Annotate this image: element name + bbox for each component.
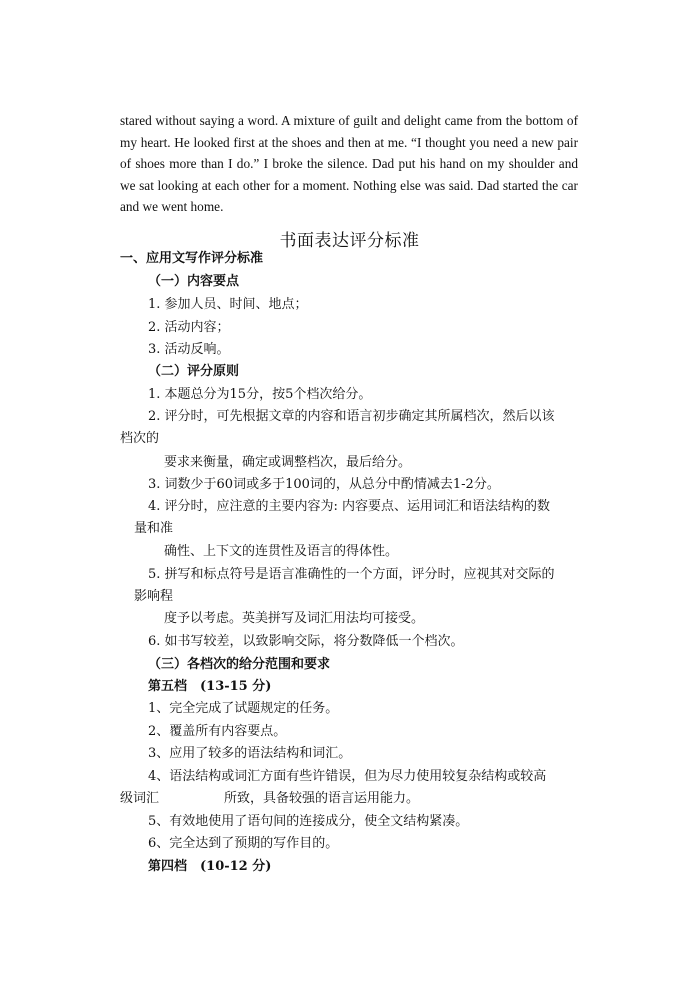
principle-item-continuation: 影响程 xyxy=(134,589,174,604)
level-five-item: 2、覆盖所有内容要点。 xyxy=(148,724,287,739)
level-five-item: 1、完全完成了试题规定的任务。 xyxy=(148,701,339,716)
principle-item: 4. 评分时，应注意的主要内容为: 内容要点、运用词汇和语法结构的数 xyxy=(148,499,551,514)
subheading-scoring-principles: （二）评分原则 xyxy=(148,364,240,379)
content-point-item: 3. 活动反响。 xyxy=(148,342,230,357)
principle-item-continuation: 量和准 xyxy=(134,521,174,536)
level-four-label: 第四档 (10-12 分) xyxy=(148,859,272,874)
principle-item: 2. 评分时，可先根据文章的内容和语言初步确定其所属档次，然后以该 xyxy=(148,409,555,424)
principle-item: 1. 本题总分为15分，按5个档次给分。 xyxy=(148,387,372,402)
principle-item-continuation: 确性、上下文的连贯性及语言的得体性。 xyxy=(164,544,399,559)
level-five-label: 第五档 (13-15 分) xyxy=(148,679,272,694)
story-paragraph: stared without saying a word. A mixture of guilt and delight came from the bottom of my heart. He looked first at the shoes and then at me. “I thought you need a new pair of shoes more than I do.” I broke the silence. Dad put his hand on my shoulder and we sat looking at each other for a moment. Nothing else was said. Dad started the car and we went home. xyxy=(120,113,578,215)
level-five-item: 4、语法结构或词汇方面有些许错误，但为尽力使用较复杂结构或较高 xyxy=(148,769,547,784)
principle-item: 6. 如书写较差，以致影响交际，将分数降低一个档次。 xyxy=(148,634,464,649)
level-five-item: 3、应用了较多的语法结构和词汇。 xyxy=(148,746,352,761)
principle-item-continuation: 度予以考虑。英美拼写及词汇用法均可接受。 xyxy=(164,611,425,626)
level-five-item: 5、有效地使用了语句间的连接成分，使全文结构紧凑。 xyxy=(148,814,469,829)
section-heading-practical-writing: 一、应用文写作评分标准 xyxy=(120,251,264,266)
content-point-item: 2. 活动内容； xyxy=(148,320,230,335)
level-five-item-continuation: 级词汇 所致，具备较强的语言运用能力。 xyxy=(120,791,420,806)
content-point-item: 1. 参加人员、时间、地点； xyxy=(148,297,308,312)
subheading-score-levels: （三）各档次的给分范围和要求 xyxy=(148,657,331,672)
level-five-item: 6、完全达到了预期的写作目的。 xyxy=(148,836,339,851)
subheading-content-points: （一）内容要点 xyxy=(148,274,240,289)
principle-item-continuation: 档次的 xyxy=(120,431,160,446)
principle-item: 3. 词数少于60词或多于100词的，从总分中酌情减去1-2分。 xyxy=(148,477,500,492)
principle-item-continuation: 要求来衡量，确定或调整档次，最后给分。 xyxy=(164,455,412,470)
page-title: 书面表达评分标准 xyxy=(279,231,420,251)
principle-item: 5. 拼写和标点符号是语言准确性的一个方面，评分时，应视其对交际的 xyxy=(148,567,555,582)
